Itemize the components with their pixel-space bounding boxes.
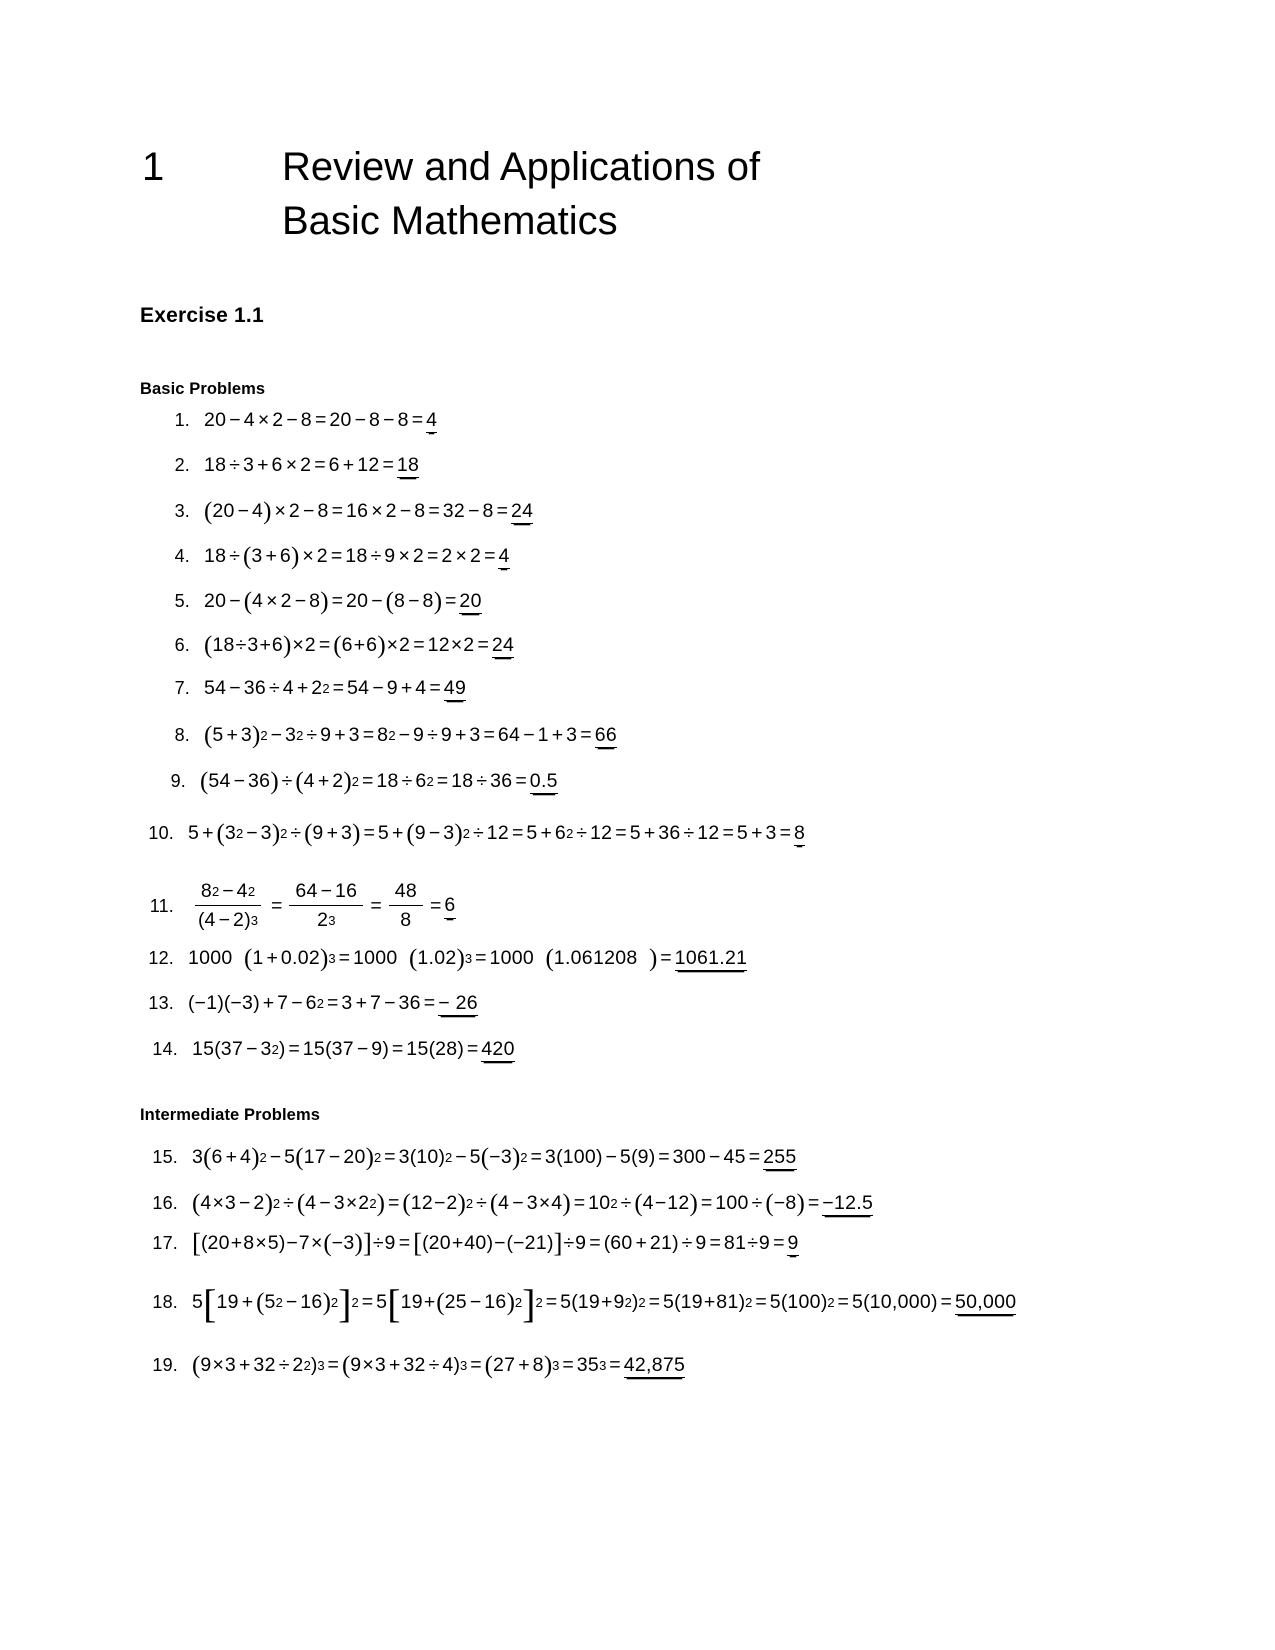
problem-answer: 18 [396,454,420,476]
problem-row [134,1190,873,1218]
problem-row [134,1280,1016,1327]
problem-row [134,1228,799,1259]
problem-row [134,1144,797,1172]
problem-answer: 8 [794,822,806,844]
chapter-title-block [142,140,1142,248]
problem-row [130,820,805,848]
problem-answer: 6 [444,894,455,919]
problem-number: 17. [152,1233,178,1253]
problem-expression: $5 + (3^2 - 3)^2 \div (9 + 3) = 5 + (9 - 3)^2 \div 12 = 5 + 6^2 \div 12 = 5 + 36 \div 12 = 5 + 3 = 8$ [188,820,806,847]
chapter-title-text [282,140,760,248]
problem-answer: 9 [787,1232,799,1254]
fraction-step: $\frac{48}{8}$ [385,880,427,932]
problem-number: 19. [152,1355,178,1375]
problem-row [130,992,478,1015]
problem-number: 3. [174,501,190,521]
problem-answer: 66 [594,724,617,746]
problem-answer: 42,875 [623,1354,686,1376]
chapter-number: 1 [142,145,165,189]
problem-number: 2. [174,455,190,475]
problem-number: 18. [152,1292,178,1312]
problem-answer: 4 [426,409,438,431]
problem-expression: $54 - 36 \div 4 + 2^2 = 54 - 9 + 4 = 49$ [204,677,467,699]
problem-expression: 20 − 4 × 2 − 8 = 20 − 8 − 8 = 4 [204,409,438,431]
problem-answer: 49 [443,677,467,699]
problem-answer: 24 [511,500,534,522]
problem-row [134,1038,515,1061]
chapter-title-line-2: Basic Mathematics [282,199,618,243]
fraction-step: $\frac{64 - 16}{2^3}$ [285,880,367,932]
problem-answer: 0.5 [529,770,558,792]
problem-row [134,1352,685,1380]
problem-row [142,768,558,796]
problem-number: 6. [174,635,190,655]
problem-number: 5. [174,591,190,611]
problem-expression: $(4\times 3 - 2)^2 \div (4 - 3\times 2^2) = (12-2)^2 \div (4 - 3\times 4) = 10^2 \div (4-12) = 100 \div (-8) = -12.5$ [192,1190,874,1217]
problem-row [146,588,482,616]
problem-number: 13. [148,993,174,1013]
problem-row [130,880,456,932]
problem-expression: 1000 $(1 + 0.02)^3 = 1000$ $(1.02)^3 = 1000$ (1.061208 ) = 1061.21 [188,945,748,972]
problem-number: 7. [174,678,190,698]
problem-answer: 4 [498,545,510,567]
problem-number: 11. [149,895,174,916]
problem-expression: $3(6 + 4)^2 - 5(17 - 20)^2 = 3(10)^2 - 5(-3)^2 = 3(100) - 5(9) = 300 - 45 = 255$ [192,1144,797,1171]
problem-row [146,677,466,700]
problem-row [146,722,617,750]
problem-expression: 18 ÷ 3 + 6 × 2 = 6 + 12 = 18 [204,454,420,476]
group-heading-basic: Basic Problems [140,380,266,398]
problem-expression: (18÷3+6)×2 = (6+6)×2 = 12×2 = 24 [204,632,515,659]
problem-number: 9. [170,771,186,791]
problem-answer: 50,000 [954,1291,1017,1313]
problem-expression: 20 − (4 × 2 − 8) = 20 − (8 − 8) = 20 [204,588,482,615]
exercise-heading: Exercise 1.1 [140,304,264,327]
problem-answer: 255 [763,1146,797,1168]
problem-answer: 420 [481,1038,515,1060]
problem-answer: 24 [491,634,515,656]
chapter-title-line-1: Review and Applications of [282,145,761,189]
problem-row [146,454,419,477]
problem-answer: −12.5 [822,1192,874,1214]
problem-number: 1. [174,410,190,430]
problem-row [146,409,437,432]
problem-number: 16. [152,1193,178,1213]
problem-row [146,632,514,660]
group-heading-intermediate: Intermediate Problems [140,1106,320,1124]
problem-row [130,945,747,973]
problem-expression: $(54 - 36) \div (4 + 2)^2 = 18 \div 6^2 = 18 \div 36 = 0.5$ [200,768,558,795]
problem-expression: $\frac{8^2 - 4^2}{(4 - 2)^3}$ = $\frac{64 - 16}{2^3}$ = $\frac{48}{8}$ = 6 [188,880,456,932]
problem-number: 14. [152,1039,178,1059]
problem-number: 15. [152,1147,178,1167]
problem-number: 10. [148,823,174,843]
problem-expression: $(5 + 3)^2 - 3^2 \div 9 + 3 = 8^2 - 9 \div 9 + 3 = 64 - 1 + 3 = 66$ [204,722,617,749]
problem-expression: $(9\times 3 + 32 \div 2^2)^3 = (9\times 3 + 32 \div 4)^3 = (27 + 8)^3 = 35^3 = 42,875$ [192,1352,686,1379]
problem-expression: [(20+8×5)−7×(−3)]÷9 = [(20+40)−(−21)]÷9 = (60 + 21) ÷ 9 = 81÷9 = 9 [192,1228,799,1258]
problem-row [146,543,510,571]
problem-expression: $5[19 + (5^2 - 16)^2]^2 = 5[19+(25 - 16)^2]^2 = 5(19+9^2)^2 = 5(19+81)^2 = 5(100)^2 = 5(10,000) = 50,000$ [192,1281,1017,1326]
problem-row [146,498,533,526]
problem-answer: − 26 [438,992,478,1014]
problem-expression: (20 − 4) × 2 − 8 = 16 × 2 − 8 = 32 − 8 = 24 [204,498,534,525]
problem-expression: $(-1)(-3) + 7 - 6^2 = 3 + 7 - 36$ = − 26 [188,992,478,1014]
problem-number: 4. [174,546,190,566]
problem-answer: 20 [459,590,482,612]
problem-expression: 18 ÷ (3 + 6) × 2 = 18 ÷ 9 × 2 = 2 × 2 = 4 [204,543,510,570]
problem-number: 8. [174,725,190,745]
problem-number: 12. [148,948,174,968]
problem-answer: 1061.21 [674,947,748,969]
fraction-step: $\frac{8^2 - 4^2}{(4 - 2)^3}$ [188,880,268,932]
problem-expression: $15(37 - 3^2) = 15(37 - 9) = 15(28) = 420$ [192,1038,515,1060]
